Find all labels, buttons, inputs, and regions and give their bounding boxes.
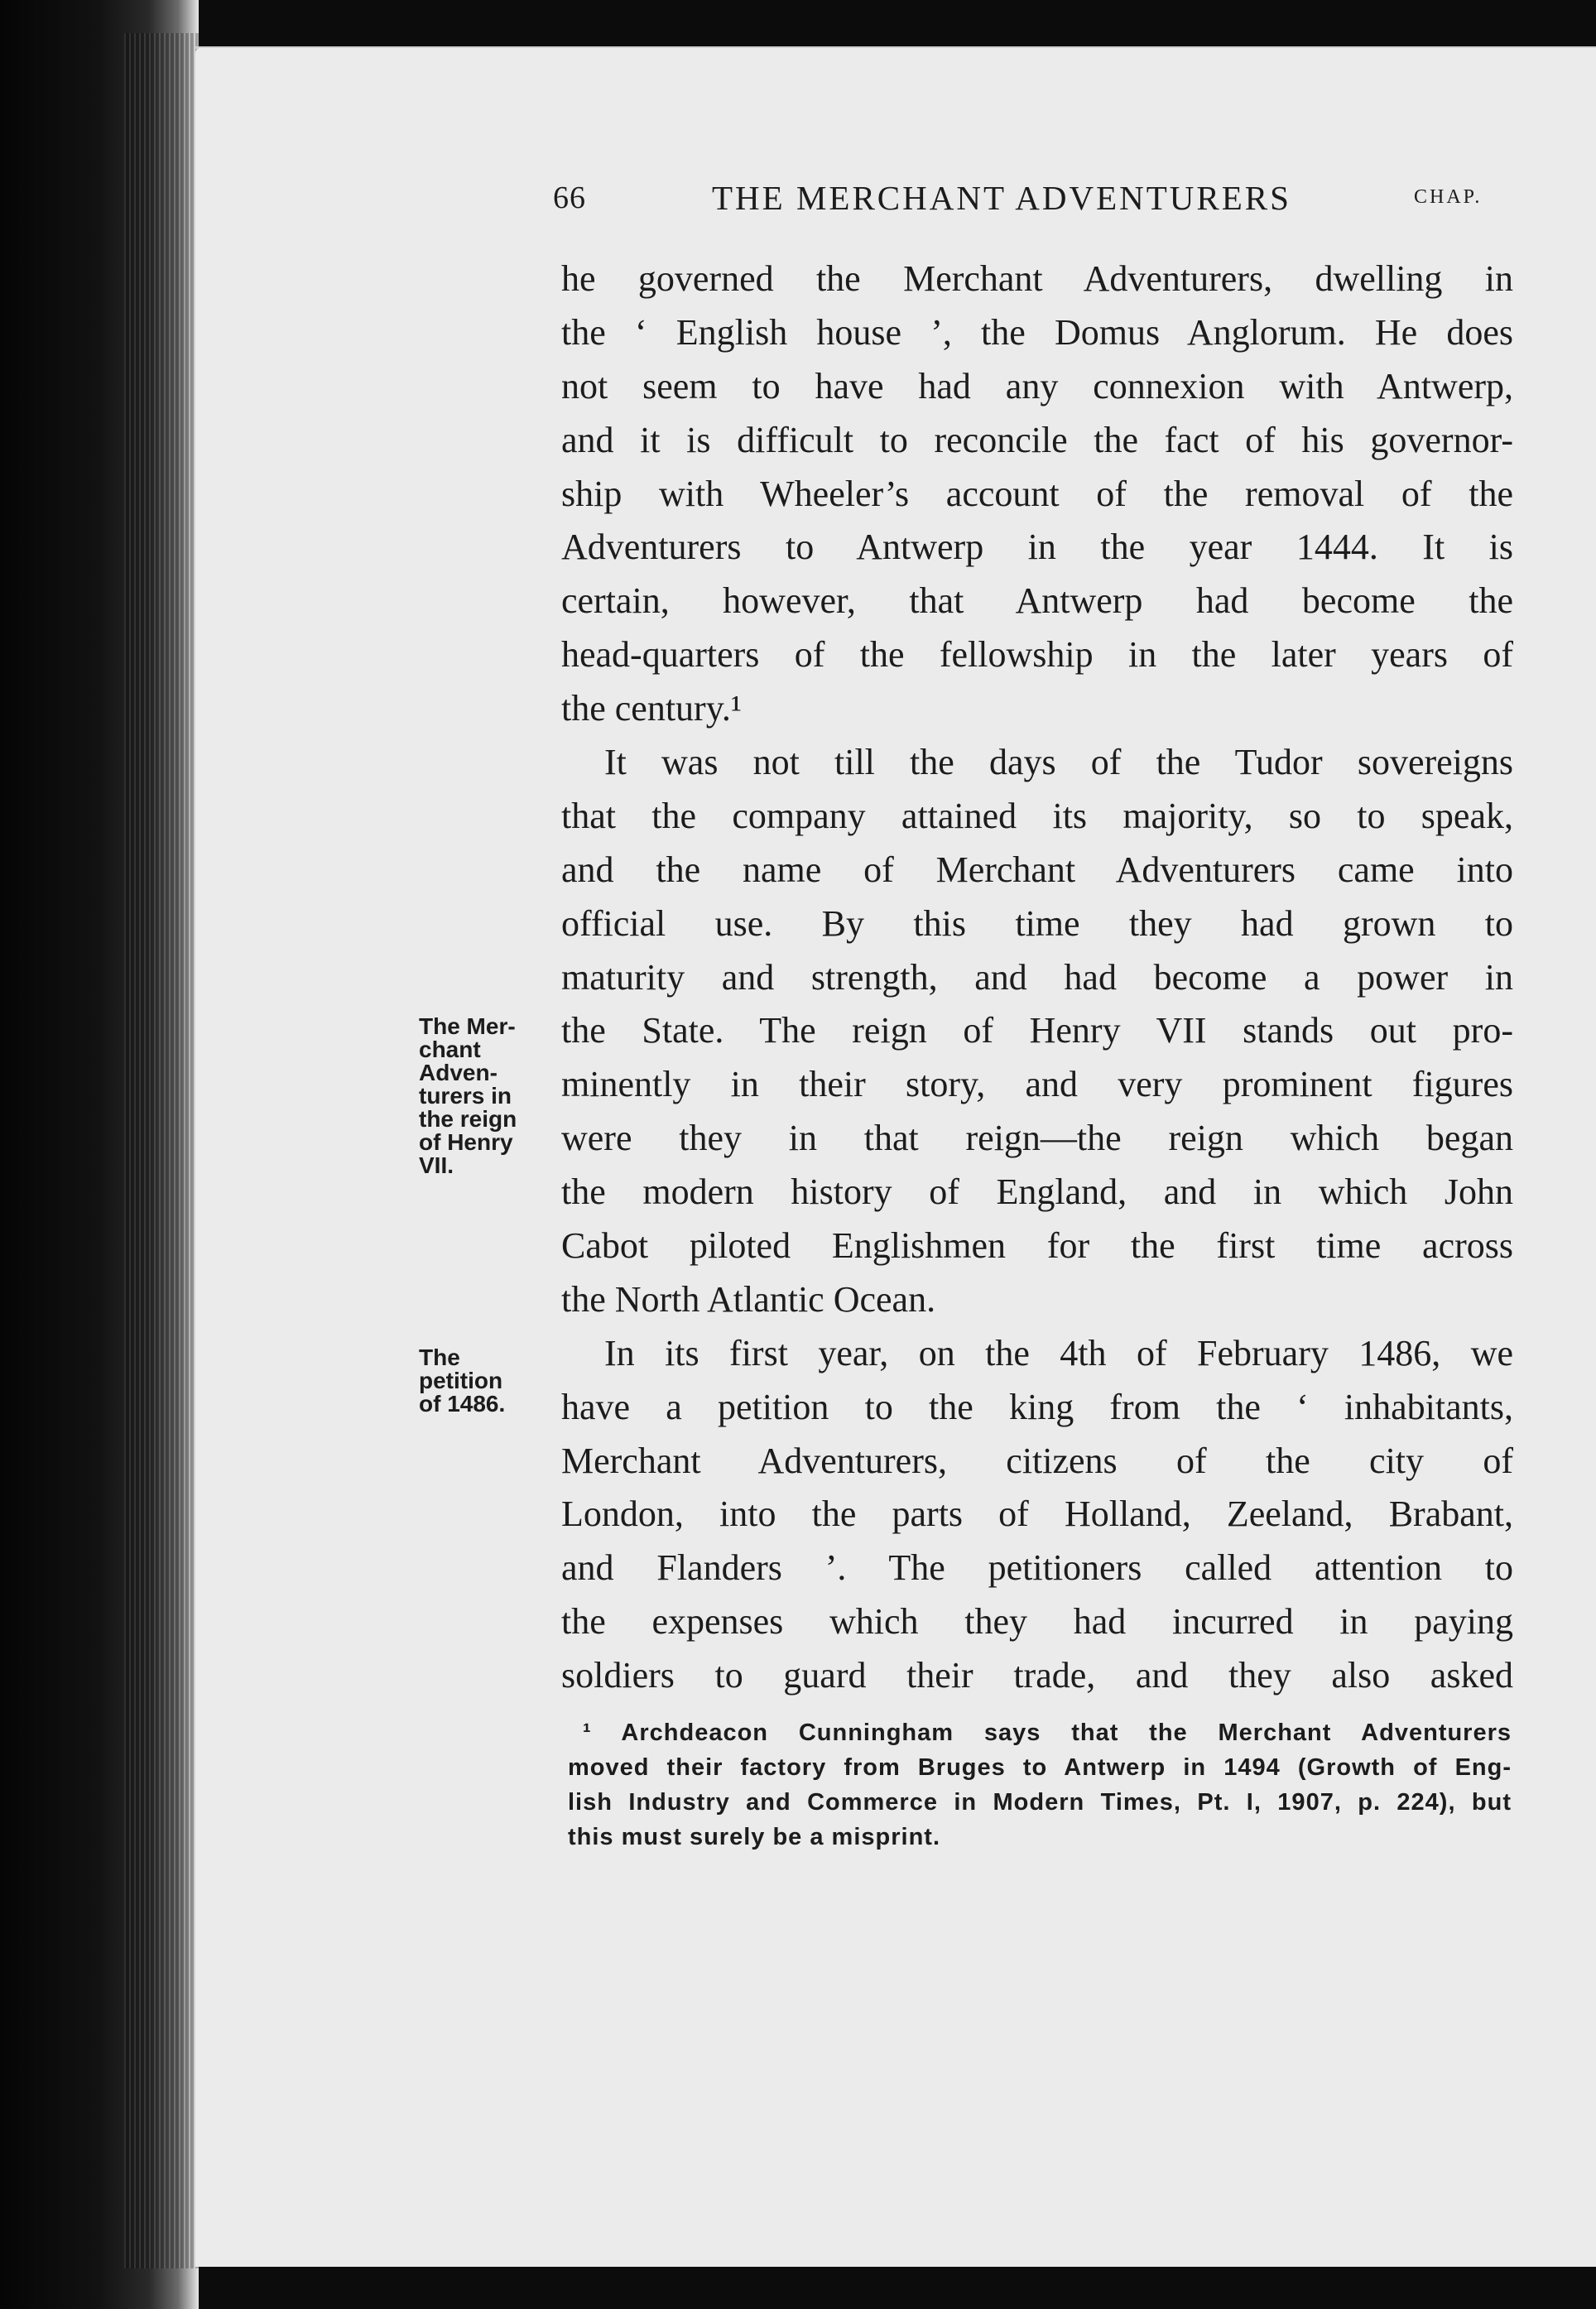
body-line: head-quarters of the fellowship in the later years of — [561, 634, 1513, 676]
body-line: and it is difficult to reconcile the fact of his governor- — [561, 419, 1513, 460]
body-line: minently in their story, and very prominent figures — [561, 1064, 1513, 1105]
body-line: were they in that reign—the reign which began — [561, 1118, 1513, 1159]
footnote-line: this must surely be a misprint. — [568, 1824, 940, 1850]
body-line: ship with Wheeler’s account of the removal of the — [561, 473, 1513, 514]
body-line: the expenses which they had incurred in paying — [561, 1601, 1513, 1643]
footnote-line: lish Industry and Commerce in Modern Times, Pt. I, 1907, p. 224), but — [568, 1789, 1512, 1816]
sidenote-line: chant — [419, 1037, 481, 1062]
body-line: have a petition to the king from the ‘ inhabitants, — [561, 1386, 1513, 1427]
body-line: certain, however, that Antwerp had become the — [561, 580, 1513, 622]
footnote-line: moved their factory from Bruges to Antwerp in 1494 (Growth of Eng- — [568, 1754, 1512, 1781]
sidenote-line: turers in — [419, 1083, 512, 1109]
body-line: Adventurers to Antwerp in the year 1444. It is — [561, 527, 1513, 568]
sidenote-line: of 1486. — [419, 1391, 506, 1417]
body-line: and Flanders ’. The petitioners called attention to — [561, 1547, 1513, 1589]
sidenote-petition — [419, 1346, 543, 1416]
sidenote-merchant-adventurers — [419, 1015, 543, 1177]
sidenote-line: VII. — [419, 1152, 454, 1178]
sidenote-line: Adven- — [419, 1060, 498, 1085]
body-line: London, into the parts of Holland, Zeeland, Brabant, — [561, 1494, 1513, 1535]
body-line: the ‘ English house ’, the Domus Anglorum. He does — [561, 311, 1513, 353]
binding-stripes — [124, 33, 199, 2268]
sidenote-line: of Henry — [419, 1129, 513, 1155]
sidenote-line: The — [419, 1345, 460, 1370]
sidenote-line: The Mer- — [419, 1013, 516, 1039]
body-line: official use. By this time they had grown to — [561, 902, 1513, 944]
body-line: It was not till the days of the Tudor sovereigns — [604, 742, 1513, 783]
body-line: the century.¹ — [561, 688, 743, 729]
body-line: maturity and strength, and had become a power in — [561, 956, 1513, 998]
running-title: THE MERCHANT ADVENTURERS — [712, 179, 1291, 217]
sidenote-line: the reign — [419, 1106, 517, 1132]
body-line: the North Atlantic Ocean. — [561, 1278, 936, 1320]
sidenote-line: petition — [419, 1368, 503, 1393]
body-line: the State. The reign of Henry VII stands out pro- — [561, 1010, 1513, 1051]
body-text — [561, 253, 1513, 1703]
page-number: 66 — [553, 180, 586, 215]
footnote — [568, 1715, 1512, 1854]
body-line: and the name of Merchant Adventurers came into — [561, 849, 1513, 890]
body-line: that the company attained its majority, so to speak, — [561, 795, 1513, 836]
footnote-line: ¹ Archdeacon Cunningham says that the Merchant Adventurers — [583, 1720, 1512, 1746]
body-line: Cabot piloted Englishmen for the first time across — [561, 1225, 1513, 1267]
body-line: soldiers to guard their trade, and they also asked — [561, 1655, 1513, 1696]
body-line: Merchant Adventurers, citizens of the city of — [561, 1440, 1513, 1481]
body-line: In its first year, on the 4th of February 1486, we — [604, 1332, 1513, 1373]
body-line: not seem to have had any connexion with Antwerp, — [561, 365, 1513, 406]
body-line: the modern history of England, and in which John — [561, 1171, 1513, 1213]
running-chapter-label: CHAP. — [1414, 186, 1483, 208]
running-head — [553, 170, 1513, 219]
body-line: he governed the Merchant Adventurers, dwelling in — [561, 258, 1513, 299]
